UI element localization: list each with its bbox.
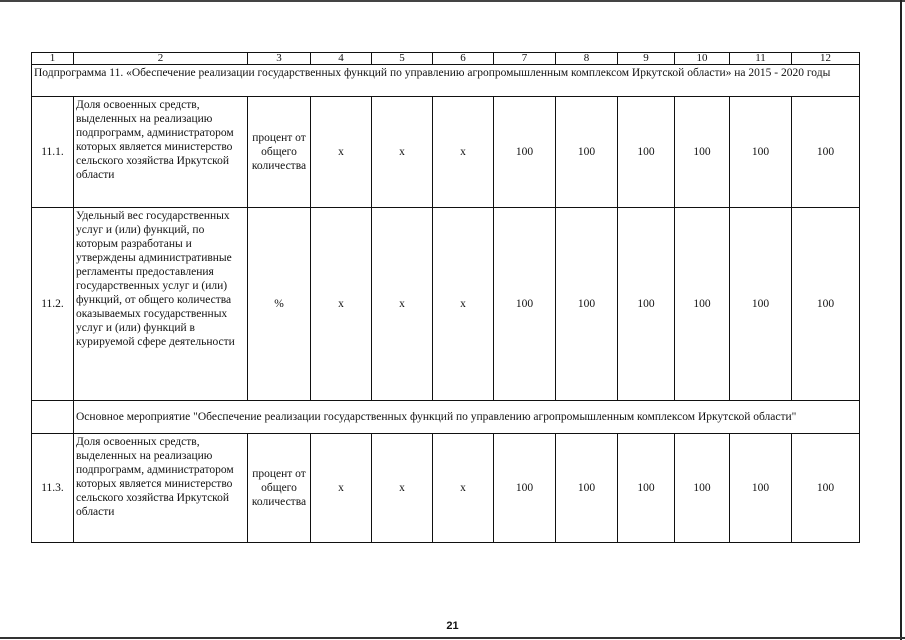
row-value: 100 (792, 97, 860, 208)
row-description: Доля освоенных средств, выделенных на реализацию подпрограмм, администратором которых является министерство сельского хозяйства Иркутской области (74, 434, 248, 543)
table-row (32, 434, 860, 543)
header-cell: 10 (675, 53, 730, 65)
row-value: 100 (494, 208, 556, 401)
row-unit: процент от общего количества (248, 434, 311, 543)
row-number: 11.3. (32, 434, 74, 543)
scan-edge-bottom (0, 637, 905, 639)
subprogram-title: Подпрограмма 11. «Обеспечение реализации государственных функций по управлению агропромышленным комплексом Иркутской области» на 2015 - 2020 годы (32, 65, 860, 97)
header-cell: 4 (311, 53, 372, 65)
row-value: х (311, 97, 372, 208)
header-cell: 9 (618, 53, 675, 65)
row-value: х (311, 208, 372, 401)
row-value: х (311, 434, 372, 543)
header-cell: 11 (730, 53, 792, 65)
row-value: 100 (618, 208, 675, 401)
main-activity-row (32, 401, 860, 434)
table-row (32, 97, 860, 208)
header-cell: 3 (248, 53, 311, 65)
row-value: 100 (675, 97, 730, 208)
row-value: 100 (494, 434, 556, 543)
row-value: 100 (792, 434, 860, 543)
row-number: 11.1. (32, 97, 74, 208)
row-value: 100 (494, 97, 556, 208)
scan-edge-top (0, 0, 905, 2)
main-activity-title: Основное мероприятие "Обеспечение реализации государственных функций по управлению агропромышленным комплексом Иркутской области" (74, 401, 860, 434)
scan-edge-right (900, 0, 902, 640)
row-value: х (433, 434, 494, 543)
row-unit: процент от общего количества (248, 97, 311, 208)
row-value: 100 (675, 434, 730, 543)
header-cell: 1 (32, 53, 74, 65)
row-value: х (433, 97, 494, 208)
row-value: 100 (556, 208, 618, 401)
header-cell: 7 (494, 53, 556, 65)
row-value: 100 (730, 97, 792, 208)
row-value: х (372, 97, 433, 208)
row-number: 11.2. (32, 208, 74, 401)
table-row (32, 208, 860, 401)
header-cell: 12 (792, 53, 860, 65)
header-cell: 8 (556, 53, 618, 65)
activity-number-cell (32, 401, 74, 434)
row-value: х (433, 208, 494, 401)
row-value: 100 (730, 434, 792, 543)
header-cell: 6 (433, 53, 494, 65)
row-value: 100 (618, 97, 675, 208)
row-value: 100 (792, 208, 860, 401)
header-cell: 5 (372, 53, 433, 65)
row-value: 100 (618, 434, 675, 543)
row-value: 100 (556, 434, 618, 543)
header-cell: 2 (74, 53, 248, 65)
row-value: 100 (730, 208, 792, 401)
row-value: 100 (675, 208, 730, 401)
row-unit: % (248, 208, 311, 401)
row-value: х (372, 434, 433, 543)
row-value: 100 (556, 97, 618, 208)
row-value: х (372, 208, 433, 401)
row-description: Доля освоенных средств, выделенных на реализацию подпрограмм, администратором которых является министерство сельского хозяйства Иркутской области (74, 97, 248, 208)
table-header-row (32, 53, 860, 65)
subprogram-row (32, 65, 860, 97)
page-number: 21 (446, 620, 459, 632)
indicators-table (31, 52, 860, 543)
row-description: Удельный вес государственных услуг и (или) функций, по которым разработаны и утверждены административные регламенты предоставления государственных услуг и (или) функций, от общего количества оказываемых государственных услуг и (или) функций в курируемой сфере деятельности (74, 208, 248, 401)
